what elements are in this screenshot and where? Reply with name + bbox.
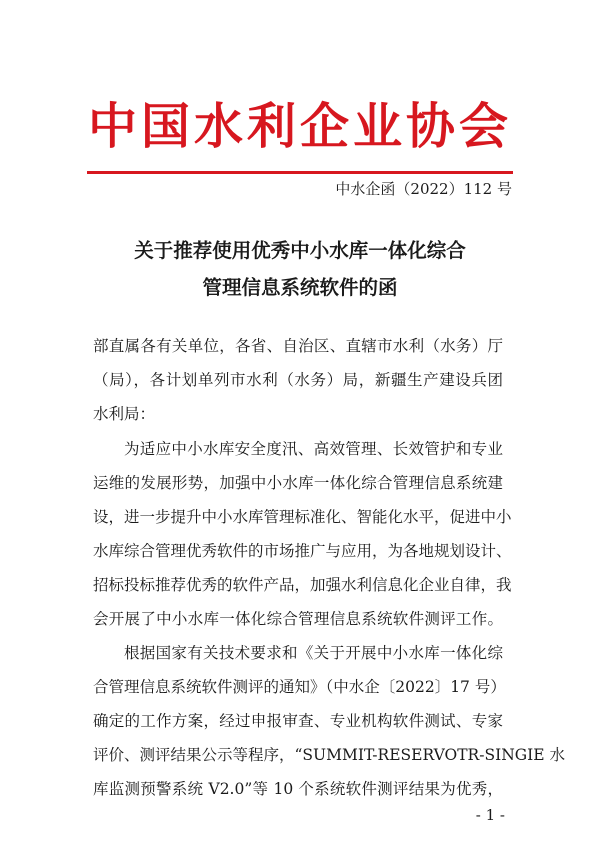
document-title-line-2: 管理信息系统软件的函 <box>202 276 398 299</box>
paragraph-2-line-4: 评价、测评结果公示等程序，“SUMMIT-RESERVOTR-SINGIE 水 <box>93 746 566 764</box>
addressee-line-3: 水利局： <box>93 405 156 423</box>
document-title-line-1: 关于推荐使用优秀中小水库一体化综合 <box>134 239 466 262</box>
paragraph-1-line-4: 水库综合管理优秀软件的市场推广与应用，为各地规划设计、 <box>93 542 512 560</box>
paragraph-2-line-1: 根据国家有关技术要求和《关于开展中小水库一体化综 <box>124 644 503 662</box>
addressee-line-2: （局），各计划单列市水利（水务）局，新疆生产建设兵团 <box>93 371 503 389</box>
paragraph-2-line-5: 库监测预警系统 V2.0”等 10 个系统软件测评结果为优秀， <box>93 780 503 798</box>
paragraph-2-line-2: 合管理信息系统软件测评的通知》（中水企〔2022〕17 号） <box>93 678 506 696</box>
organization-title: 中国水利企业协会 <box>87 98 512 155</box>
paragraph-2-line-3: 确定的工作方案，经过申报审查、专业机构软件测试、专家 <box>93 712 503 730</box>
paragraph-1-line-3: 设，进一步提升中小水库管理标准化、智能化水平，促进中小 <box>93 508 512 526</box>
paragraph-1-line-1: 为适应中小水库安全度汛、高效管理、长效管护和专业 <box>124 440 503 458</box>
red-divider-line <box>87 171 513 174</box>
paragraph-1-line-5: 招标投标推荐优秀的软件产品，加强水利信息化企业自律，我 <box>93 576 512 594</box>
page-number: - 1 - <box>475 806 505 824</box>
paragraph-1-line-2: 运维的发展形势，加强中小水库一体化综合管理信息系统建 <box>93 474 503 492</box>
document-number: 中水企函（2022）112 号 <box>335 180 512 198</box>
paragraph-1-line-6: 会开展了中小水库一体化综合管理信息系统软件测评工作。 <box>93 610 503 628</box>
addressee-line-1: 部直属各有关单位，各省、自治区、直辖市水利（水务）厅 <box>93 337 503 355</box>
